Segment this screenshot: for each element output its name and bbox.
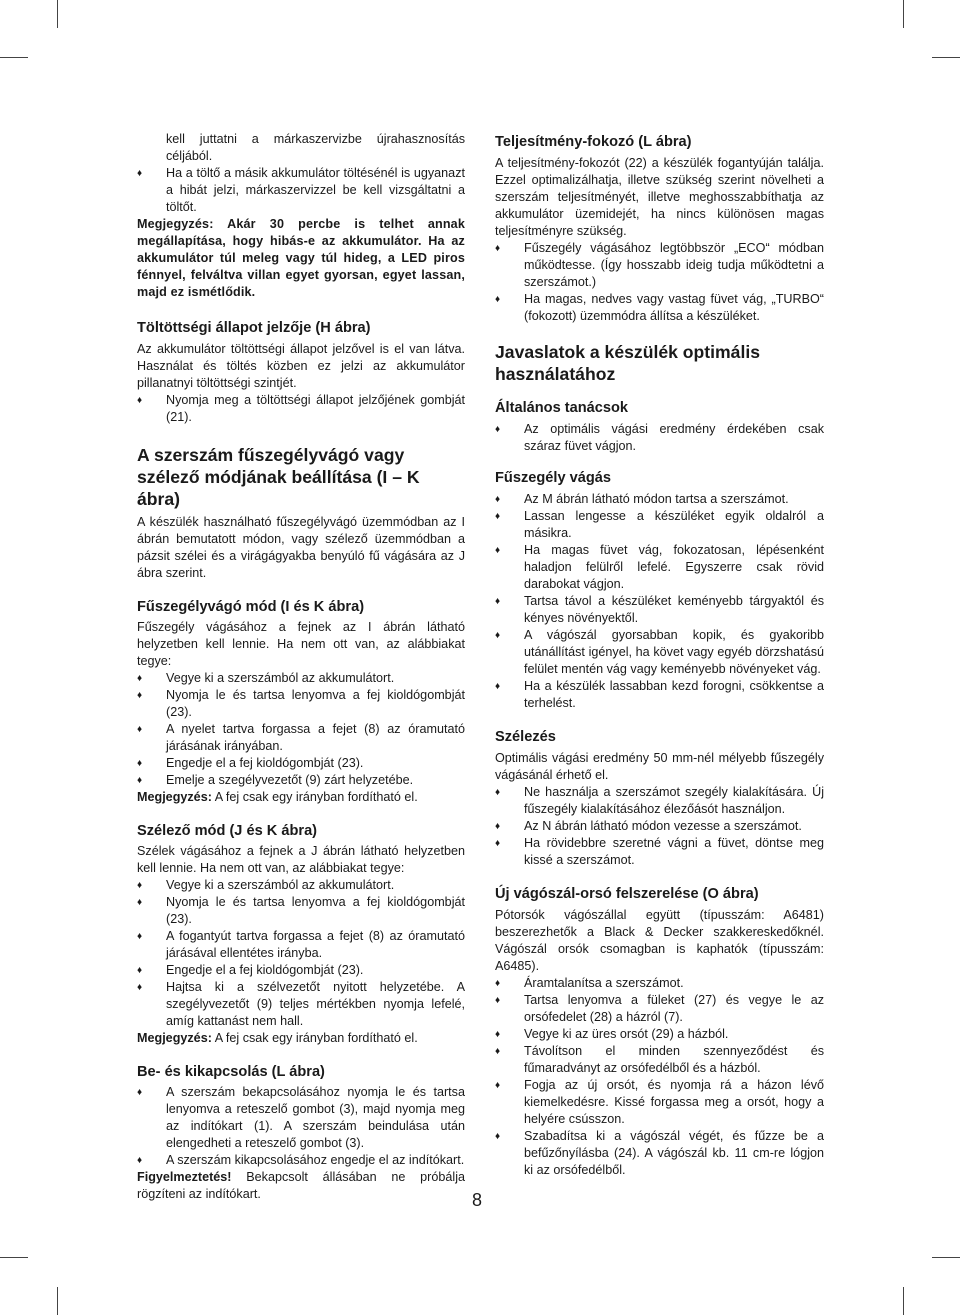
crop-mark <box>903 1287 904 1315</box>
list-item: ♦ Fűszegély vágásához legtöbbször „ECO“ módban működtesse. (Így hosszabb ideig tudja működtetni a szerszámot.) <box>495 240 824 291</box>
list-item: ♦ Fogja az új orsót, és nyomja rá a házon lévő kiemelkedésre. Kissé forgassa meg a orsót, hogy a helyére csússzon. <box>495 1077 824 1128</box>
list-item: ♦ Engedje el a fej kioldógombját (23). <box>137 962 465 979</box>
list-item: ♦ Tartsa távol a készüléket keményebb tárgyaktól és kényes növényektől. <box>495 593 824 627</box>
paragraph: A készülék használható fűszegélyvágó üzemmódban az I ábrán bemutatott módon, vagy szélező üzemmódban a pázsit szélei és a virágágyakba benyúló fű vágására az J ábra szerint. <box>137 515 465 580</box>
list-item: ♦ Engedje el a fej kioldógombját (23). <box>137 755 465 772</box>
section-heading: Be- és kikapcsolás (L ábra) <box>137 1064 325 1080</box>
list-item: ♦ Nyomja le és tartsa lenyomva a fej kioldógombját (23). <box>137 894 465 928</box>
chapter-heading: Javaslatok a készülék optimális használatához <box>495 342 761 384</box>
list-item: ♦ A fogantyút tartva forgassa a fejet (8) az óramutató járásával ellentétes irányba. <box>137 928 465 962</box>
list-item: ♦ Ne használja a szerszámot szegély kialakítására. Új fűszegély kialakításához élezőásót használjon. <box>495 784 824 818</box>
list-item: ♦ A szerszám kikapcsolásához engedje el az indítókart. <box>137 1152 465 1169</box>
list-item: ♦ Szabadítsa ki a vágószál végét, és fűzze be a befűzőnyílásba (24). A vágószál kb. 11 cm-re lógjon ki az orsófedélből. <box>495 1128 824 1179</box>
section-heading: Szélezés <box>495 729 556 745</box>
section-heading: Fűszegély vágás <box>495 470 611 486</box>
list-item: ♦ Hajtsa ki a szélvezetőt nyitott helyzetébe. A szegélyvezetőt (9) teljes mértékben nyomja lefelé, amíg kattanást nem hall. <box>137 979 465 1030</box>
list-item: ♦ Az M ábrán látható módon tartsa a szerszámot. <box>495 491 824 508</box>
list-item: ♦ A szerszám bekapcsolásához nyomja le és tartsa lenyomva a reteszelő gombot (3), majd nyomja meg az indítókart (1). A szerszám beindulása után elengedheti a reteszelő gombot (3). <box>137 1084 465 1152</box>
warning-label: Figyelmeztetés! <box>137 1170 232 1184</box>
list-item: ♦ Lassan lengesse a készüléket egyik oldalról a másikra. <box>495 508 824 542</box>
list-item: ♦ Ha magas füvet vág, fokozatosan, lépésenként haladjon felülről lefelé. Egyszerre csak rövid darabokat vágjon. <box>495 542 824 593</box>
intro-paragraph: kell juttatni a márkaszervizbe újrahasznosítás céljából. <box>166 132 465 163</box>
note-label: Megjegyzés: <box>137 790 212 804</box>
left-column <box>137 131 465 1203</box>
list-item: ♦ Az N ábrán látható módon vezesse a szerszámot. <box>495 818 824 835</box>
paragraph: A teljesítmény-fokozót (22) a készülék fogantyúján találja. Ezzel optimalizálhatja, illetve szükség szerint növelheti a szerszám teljesítményét, illetve meghosszabbíthatja az akkumulátor üzemidejét, ha nincs különösen magas teljesítményre szükség. <box>495 156 824 238</box>
crop-mark <box>0 57 28 58</box>
list-item: ♦ Vegye ki az üres orsót (29) a házból. <box>495 1026 824 1043</box>
list-item: ♦ Ha a készülék lassabban kezd forogni, csökkentse a terhelést. <box>495 678 824 712</box>
warning-paragraph <box>137 1169 465 1203</box>
paragraph: Pótorsók vágószállal együtt (típusszám: A6481) beszerezhetők a Black & Decker szakkereskedőknél. Vágószál orsók csomagban is kaphatók (típusszám: A6485). <box>495 908 824 973</box>
paragraph: Szélek vágásához a fejnek a J ábrán látható helyzetben kell lennie. Ha nem ott van, az alábbiakat tegye: <box>137 844 465 875</box>
list-item: ♦ Emelje a szegélyvezetőt (9) zárt helyzetébe. <box>137 772 465 789</box>
paragraph: Optimális vágási eredmény 50 mm-nél mélyebb fűszegély vágásánál érhető el. <box>495 751 824 782</box>
list-item: ♦ Ha a töltő a másik akkumulátor töltésénél is ugyanazt a hibát jelzi, márkaszervizzel be kell vizsgáltatni a töltőt. <box>137 165 465 216</box>
list-item: ♦ Áramtalanítsa a szerszámot. <box>495 975 824 992</box>
section-heading: Általános tanácsok <box>495 400 629 416</box>
section-heading: Szélező mód (J és K ábra) <box>137 823 318 839</box>
list-item: ♦ Vegye ki a szerszámból az akkumulátort. <box>137 877 465 894</box>
chapter-heading: A szerszám fűszegélyvágó vagy szélező módjának beállítása (I – K ábra) <box>137 445 420 509</box>
list-item: ♦ Az optimális vágási eredmény érdekében csak száraz füvet vágjon. <box>495 421 824 455</box>
paragraph: Az akkumulátor töltöttségi állapot jelzővel is el van látva. Használat és töltés közben ez jelzi az akkumulátor pillanatnyi töltöttségi szintjét. <box>137 342 465 390</box>
list-item: ♦ Vegye ki a szerszámból az akkumulátort. <box>137 670 465 687</box>
list-item: ♦ Nyomja le és tartsa lenyomva a fej kioldógombját (23). <box>137 687 465 721</box>
list-item: ♦ A nyelet tartva forgassa a fejet (8) az óramutató járásának irányában. <box>137 721 465 755</box>
list-item: ♦ Tartsa lenyomva a füleket (27) és vegye le az orsófedelet (28) a házról (7). <box>495 992 824 1026</box>
crop-mark <box>932 57 960 58</box>
crop-mark <box>932 1257 960 1258</box>
note-bold-paragraph: Megjegyzés: Akár 30 percbe is telhet annak megállapítása, hogy hibás-e az akkumulátor. Ha az akkumulátor túl meleg vagy túl hideg, a LED piros fénnyel, felváltva villan egyet gyorsan, egyet lassan, majd ez ismétlődik. <box>137 217 465 299</box>
list-item: ♦ Ha rövidebbre szeretné vágni a füvet, döntse meg kissé a szerszámot. <box>495 835 824 869</box>
right-column <box>495 131 824 1179</box>
note-label: Megjegyzés: <box>137 1031 212 1045</box>
section-heading: Új vágószál-orsó felszerelése (O ábra) <box>495 886 759 902</box>
note-text: A fej csak egy irányban fordítható el. <box>211 790 418 804</box>
crop-mark <box>57 1287 58 1315</box>
crop-mark <box>0 1257 28 1258</box>
list-item: ♦ A vágószál gyorsabban kopik, és gyakoribb utánállítást igényel, ha követ vagy egyéb dörzshatású felület mentén vág vagy keményebb növényeket vág. <box>495 627 824 678</box>
list-item: ♦ Ha magas, nedves vagy vastag füvet vág, „TURBO“ (fokozott) üzemmódra állítsa a készüléket. <box>495 291 824 325</box>
crop-mark <box>57 0 58 28</box>
paragraph: Fűszegély vágásához a fejnek az I ábrán látható helyzetben kell lennie. Ha nem ott van, az alábbiakat tegye: <box>137 620 465 668</box>
note-paragraph <box>137 1030 465 1047</box>
warning-text: Bekapcsolt állásában ne próbálja rögzíteni az indítókart. <box>137 1170 465 1201</box>
crop-mark <box>903 0 904 28</box>
note-paragraph <box>137 789 465 806</box>
section-heading: Töltöttségi állapot jelzője (H ábra) <box>137 320 371 336</box>
page-number: 8 <box>472 1190 483 1210</box>
list-item: ♦ Nyomja meg a töltöttségi állapot jelzőjének gombját (21). <box>137 392 465 426</box>
list-item: ♦ Távolítson el minden szennyeződést és fűmaradványt az orsófedélből és a házból. <box>495 1043 824 1077</box>
section-heading: Fűszegélyvágó mód (I és K ábra) <box>137 599 365 615</box>
note-text: A fej csak egy irányban fordítható el. <box>211 1031 418 1045</box>
section-heading: Teljesítmény-fokozó (L ábra) <box>495 134 692 150</box>
